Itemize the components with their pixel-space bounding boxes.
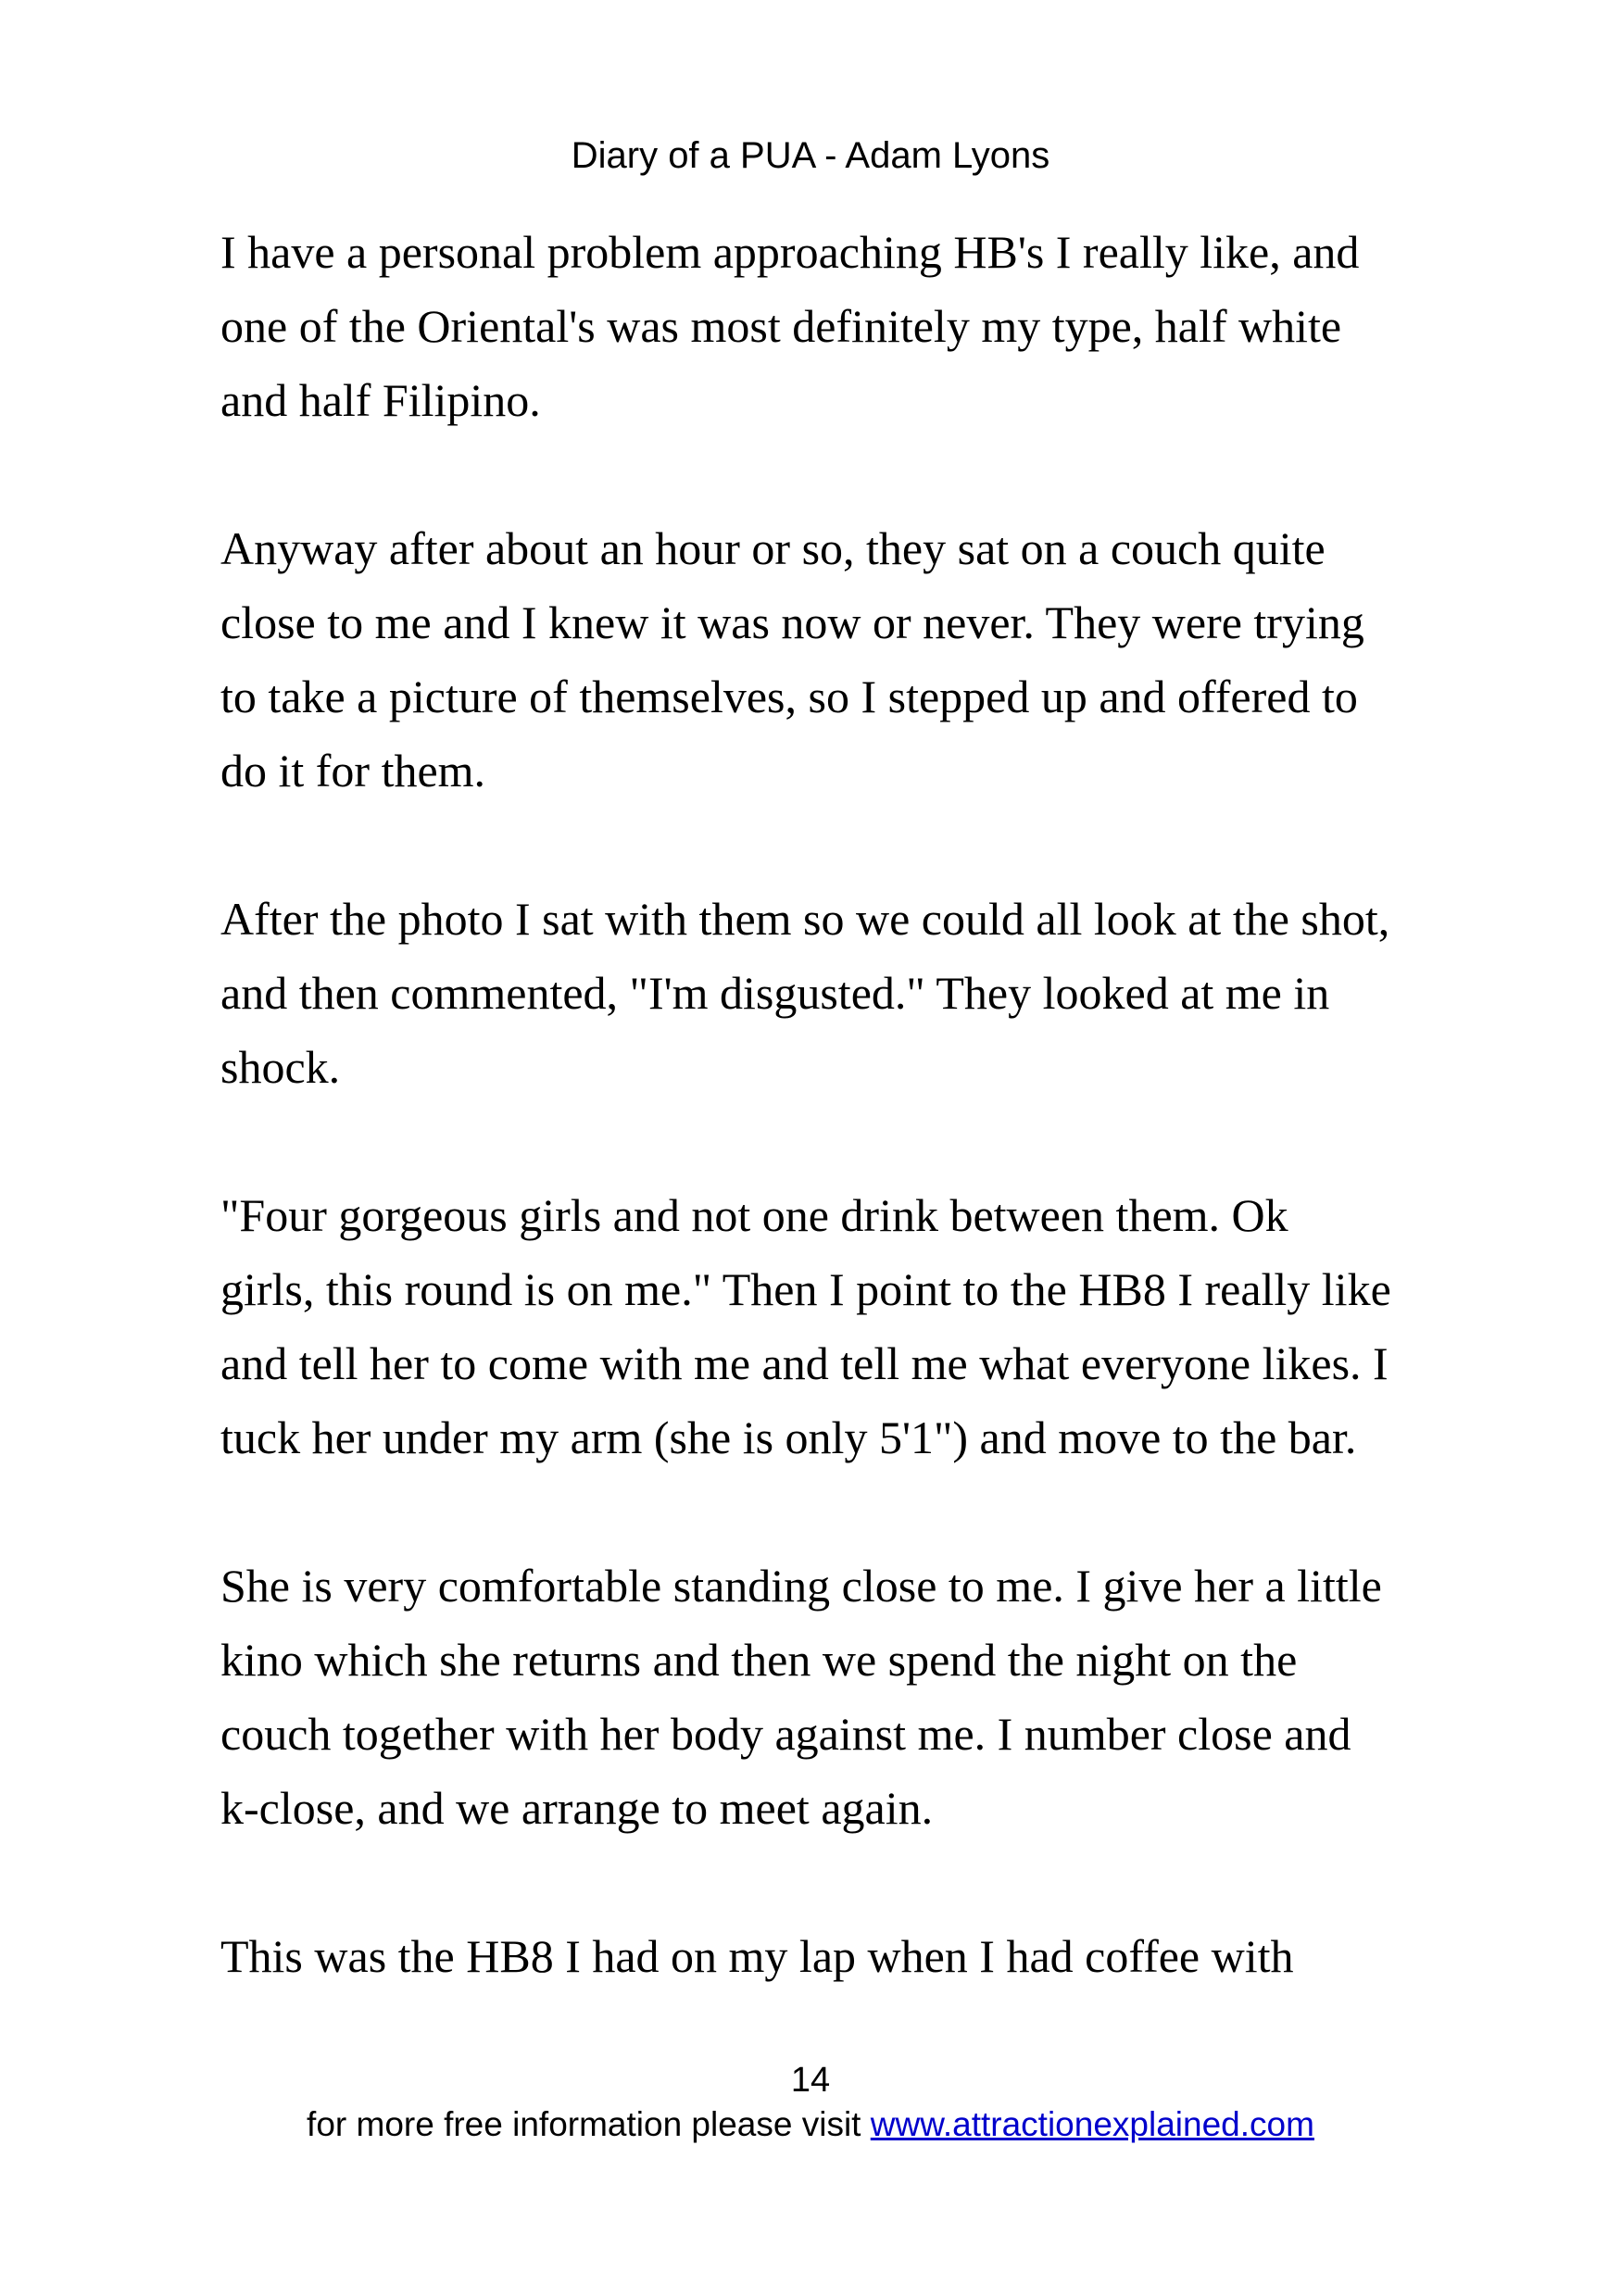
text-line: and then commented, "I'm disgusted." They looked at me in (220, 967, 1330, 1019)
text-line: close to me and I knew it was now or never. They were trying (220, 596, 1364, 648)
text-line: couch together with her body against me. I number close and (220, 1708, 1351, 1760)
text-line: kino which she returns and then we spend the night on the (220, 1634, 1298, 1686)
text-line: and half Filipino. (220, 374, 541, 426)
paragraph-4 (220, 1178, 1425, 1474)
text-line: Anyway after about an hour or so, they sat on a couch quite (220, 522, 1326, 574)
page-number: 14 (790, 2061, 831, 2100)
footer-text: for more free information please visit (307, 2105, 871, 2143)
text-line: I have a personal problem approaching HB's I really like, and (220, 226, 1360, 278)
text-line: "Four gorgeous girls and not one drink between them. Ok (220, 1189, 1288, 1241)
text-line: shock. (220, 1041, 341, 1093)
text-line: tuck her under my arm (she is only 5'1") and move to the bar. (220, 1411, 1357, 1463)
paragraph-3 (220, 882, 1425, 1104)
document-title: Diary of a PUA - Adam Lyons (571, 135, 1050, 176)
footer-link[interactable]: www.attractionexplained.com (870, 2105, 1314, 2143)
paragraph-1 (220, 215, 1425, 437)
text-line: After the photo I sat with them so we could all look at the shot, (220, 893, 1390, 945)
text-line: She is very comfortable standing close to me. I give her a little (220, 1560, 1382, 1612)
text-line: and tell her to come with me and tell me what everyone likes. I (220, 1337, 1389, 1389)
text-line: one of the Oriental's was most definitely my type, half white (220, 300, 1342, 352)
text-line: girls, this round is on me." Then I point to the HB8 I really like (220, 1263, 1391, 1315)
text-line: do it for them. (220, 745, 486, 797)
text-line: This was the HB8 I had on my lap when I had coffee with (220, 1930, 1294, 1982)
footer (0, 2102, 1621, 2147)
paragraph-6 (220, 1919, 1425, 1993)
body-text (220, 215, 1425, 2067)
paragraph-2 (220, 511, 1425, 808)
paragraph-5 (220, 1549, 1425, 1845)
text-line: k-close, and we arrange to meet again. (220, 1782, 934, 1834)
page-header (0, 132, 1621, 180)
text-line: to take a picture of themselves, so I stepped up and offered to (220, 671, 1358, 722)
